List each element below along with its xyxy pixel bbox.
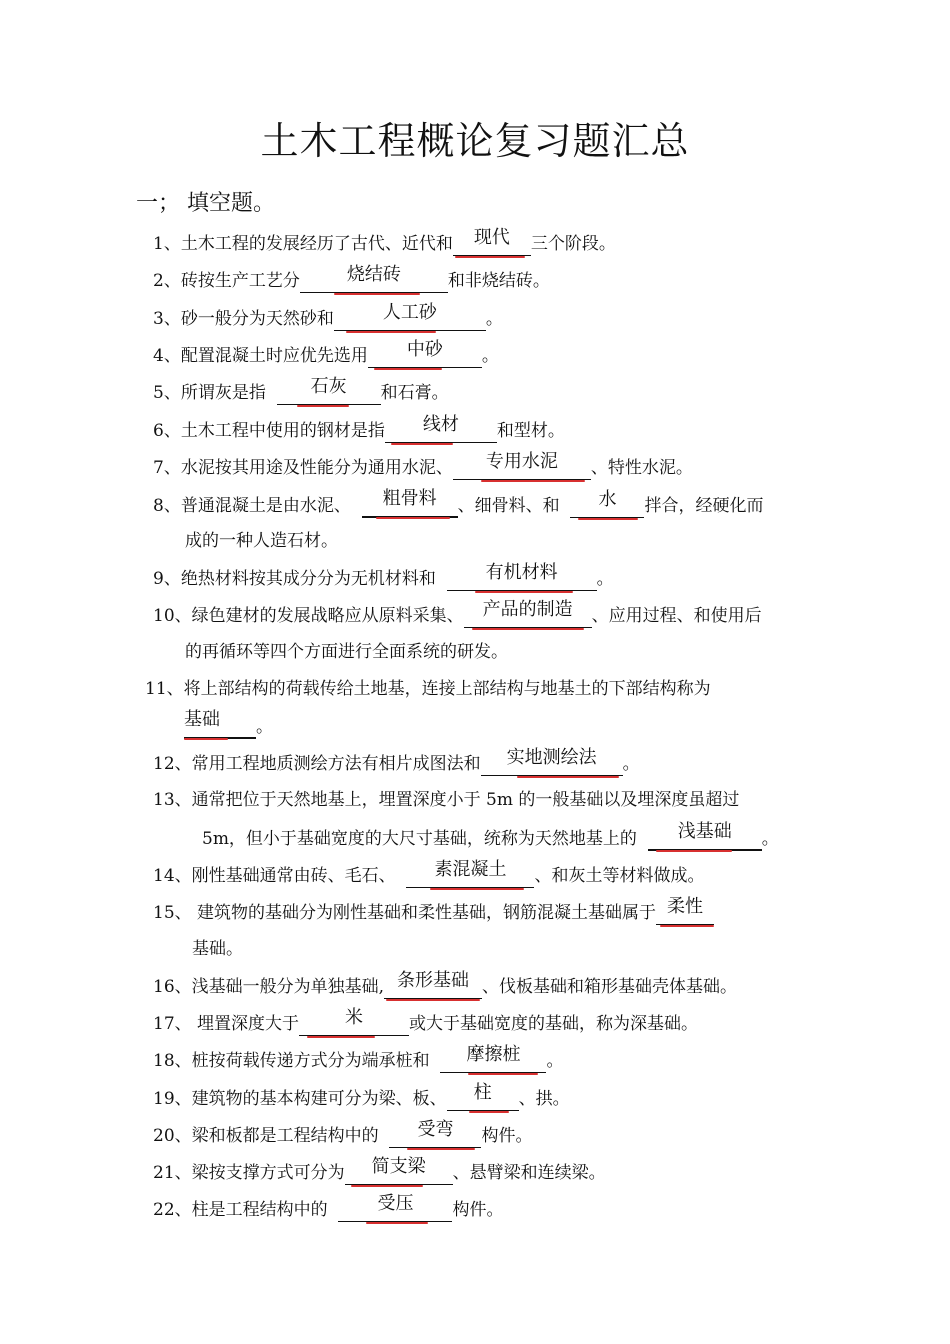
red-underline <box>346 331 436 333</box>
answer-blank <box>299 1007 409 1036</box>
question-8: 8、普通混凝土是由水泥、 粗骨料 、细骨料、和 水 拌合，经硬化而 <box>153 492 763 518</box>
answer-blank <box>334 302 486 331</box>
question-20: 20、梁和板都是工程结构中的 受弯 构件。 <box>153 1123 532 1148</box>
question-11: 11、将上部结构的荷载传给土地基，连接上部结构与地基土的下部结构称为 <box>145 679 711 699</box>
red-underline <box>660 925 714 927</box>
red-underline <box>386 999 480 1001</box>
red-underline <box>376 517 450 519</box>
red-underline <box>407 1148 475 1150</box>
question-10: 10、绿色建材的发展战略应从原料采集、 产品的制造 、应用过程、和使用后 <box>153 603 762 628</box>
question-4: 4、配置混凝土时应优先选用 中砂 。 <box>153 343 499 368</box>
question-7: 7、水泥按其用途及性能分为通用水泥、 专用水泥 、特性水泥。 <box>153 455 693 480</box>
answer-blank <box>338 1193 452 1222</box>
section-heading: 一； 填空题。 <box>136 191 275 216</box>
red-underline <box>468 1073 538 1075</box>
answer-blank <box>384 970 482 999</box>
question-3: 3、砂一般分为天然砂和 人工砂 。 <box>153 306 503 331</box>
question-5: 5、所谓灰是指 石灰 和石膏。 <box>153 380 449 405</box>
red-underline <box>297 405 349 407</box>
red-underline <box>366 1222 428 1224</box>
question-19: 19、建筑物的基本构建可分为梁、板、 柱 、拱。 <box>153 1086 570 1111</box>
answer-blank <box>447 562 597 591</box>
answer-blank <box>406 859 534 888</box>
handwritten-answer: 条形基础 <box>397 970 470 991</box>
handwritten-answer: 摩擦桩 <box>466 1044 521 1065</box>
question-12: 12、常用工程地质测绘方法有相片成图法和 实地测绘法 。 <box>153 751 640 776</box>
handwritten-answer: 烧结砖 <box>346 264 401 285</box>
question-10-continuation: 的再循环等四个方面进行全面系统的研发。 <box>185 642 508 662</box>
red-underline <box>334 293 420 295</box>
handwritten-answer: 人工砂 <box>382 302 437 323</box>
answer-blank <box>385 414 497 443</box>
red-underline <box>184 738 228 740</box>
red-underline <box>351 1185 423 1187</box>
question-18: 18、桩按荷载传递方式分为端承桩和 摩擦桩 。 <box>153 1048 563 1073</box>
red-underline <box>578 518 638 520</box>
handwritten-answer: 受压 <box>377 1193 414 1214</box>
handwritten-answer: 专用水泥 <box>485 451 558 472</box>
answer-blank <box>570 489 644 518</box>
answer-blank <box>656 896 714 925</box>
red-underline <box>374 368 442 370</box>
answer-blank <box>184 709 256 739</box>
answer-blank <box>345 1156 453 1185</box>
question-15-continuation: 基础。 <box>192 939 243 959</box>
handwritten-answer: 产品的制造 <box>482 599 573 620</box>
handwritten-answer: 素混凝土 <box>434 859 507 880</box>
handwritten-answer: 基础 <box>184 709 220 730</box>
answer-blank <box>277 376 381 405</box>
page-title: 土木工程概论复习题汇总 <box>260 119 690 163</box>
red-underline <box>391 443 453 445</box>
handwritten-answer: 粗骨料 <box>382 488 437 509</box>
answer-blank <box>481 747 623 776</box>
answer-blank <box>389 1119 481 1148</box>
question-22: 22、柱是工程结构中的 受压 构件。 <box>153 1197 503 1222</box>
answer-blank <box>440 1044 546 1073</box>
answer-blank <box>368 339 482 368</box>
handwritten-answer: 米 <box>345 1007 364 1028</box>
red-underline <box>656 850 732 852</box>
answer-blank <box>648 821 762 851</box>
handwritten-answer: 简支梁 <box>371 1156 426 1177</box>
question-15: 15、 建筑物的基础分为刚性基础和柔性基础，钢筋混凝土基础属于 柔性 <box>153 900 714 925</box>
question-21: 21、梁按支撑方式可分为 简支梁 、悬臂梁和连续梁。 <box>153 1160 606 1185</box>
answer-blank <box>300 264 448 293</box>
handwritten-answer: 实地测绘法 <box>506 747 597 768</box>
handwritten-answer: 水 <box>598 489 617 510</box>
handwritten-answer: 受弯 <box>417 1119 454 1140</box>
question-17: 17、 埋置深度大于 米 或大于基础宽度的基础，称为深基础。 <box>153 1011 698 1036</box>
answer-blank <box>362 488 458 518</box>
answer-blank <box>464 599 592 628</box>
handwritten-answer: 柱 <box>473 1082 492 1103</box>
question-13: 13、通常把位于天然地基上，埋置深度小于 5m 的一般基础以及埋深度虽超过 <box>153 790 740 810</box>
red-underline <box>472 628 584 630</box>
question-11-continuation: 基础 。 <box>184 713 273 739</box>
red-underline <box>481 480 585 482</box>
handwritten-answer: 现代 <box>473 227 510 248</box>
answer-blank <box>447 1082 519 1111</box>
red-underline <box>307 1036 375 1038</box>
red-underline <box>430 888 524 890</box>
question-8-continuation: 成的一种人造石材。 <box>185 531 338 551</box>
question-1: 1、土木工程的发展经历了古代、近代和 现代 三个阶段。 <box>153 231 616 256</box>
handwritten-answer: 线材 <box>422 414 459 435</box>
question-14: 14、刚性基础通常由砖、毛石、 素混凝土 、和灰土等材料做成。 <box>153 863 704 888</box>
question-16: 16、浅基础一般分为单独基础, 条形基础 、伐板基础和箱形基础壳体基础。 <box>153 974 737 999</box>
question-2: 2、砖按生产工艺分 烧结砖 和非烧结砖。 <box>153 268 550 293</box>
handwritten-answer: 中砂 <box>406 339 443 360</box>
red-underline <box>455 256 525 258</box>
handwritten-answer: 浅基础 <box>677 821 732 842</box>
answer-blank <box>453 227 531 256</box>
red-underline <box>475 591 573 593</box>
question-13-continuation: 5m，但小于基础宽度的大尺寸基础，统称为天然地基上的 浅基础 。 <box>202 825 779 851</box>
red-underline <box>517 776 619 778</box>
handwritten-answer: 柔性 <box>667 896 704 917</box>
red-underline <box>469 1111 509 1113</box>
handwritten-answer: 石灰 <box>310 376 347 397</box>
question-9: 9、绝热材料按其成分分为无机材料和 有机材料 。 <box>153 566 614 591</box>
answer-blank <box>453 451 591 480</box>
question-6: 6、土木工程中使用的钢材是指 线材 和型材。 <box>153 418 565 443</box>
handwritten-answer: 有机材料 <box>485 562 558 583</box>
